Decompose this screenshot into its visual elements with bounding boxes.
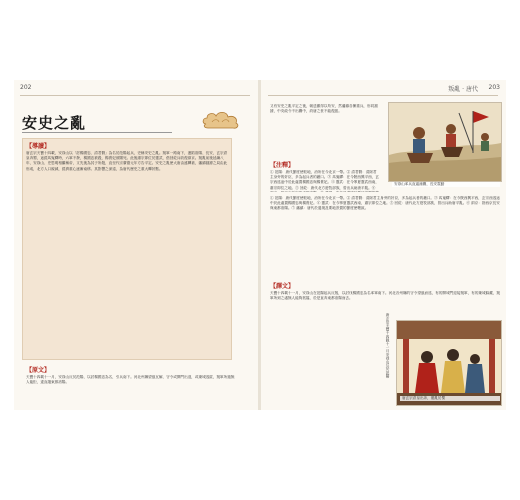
vertical-source-text: 唐玄宗天寶十四載十一月安祿山反於范陽 (386, 313, 390, 378)
right-header-rule (268, 95, 498, 96)
right-running-head: 叛亂 · 唐代 (448, 86, 478, 93)
court-painting-icon (397, 321, 501, 405)
battle-illustration (388, 102, 502, 182)
translation-text: 天寶十四載十一月，安祿山在范陽起兵反叛，以討伐楊國忠為名率軍南下。河北各州縣的守令望風而逃，有的開城門迎接叛軍，有的棄城躲藏，叛軍所到之處無人能夠抵擋，於是直奔東都洛陽而去。 (270, 291, 500, 301)
source-text: 天寶十四載十一月，安祿山反於范陽，以討楊國忠為名，引兵南下。河北州縣望風瓦解，守令或開門出迎，或棄城逃匿，叛軍所過無人能拒，遂直趨東都洛陽。 (26, 375, 235, 385)
left-page-number: 202 (20, 84, 32, 91)
notes-text-top: ① 范陽：唐代節度使駐地，治所在今北京一帶。② 清君側：清除君主身旁的奸臣，多為起兵者的藉口。③ 馬嵬驛：在今陝西興平西，玄宗西逃途中於此處置楊國忠與楊貴妃。④ 靈武：在今寧夏靈武西南，肅宗即位之地。⑤ 回紇：唐代北方遊牧部族，曾出兵助唐平亂。⑥ (270, 170, 379, 190)
bottom-illustration-caption: 唐玄宗倉皇出奔，避亂於蜀 (400, 396, 500, 401)
top-illustration-caption: 安祿山率兵直逼潼關，長安震動 (392, 182, 500, 187)
chapter-title: 安史之亂 (22, 114, 87, 132)
battle-painting-icon (389, 103, 501, 181)
translation-label: 【譯文】 (270, 283, 295, 290)
court-illustration (396, 320, 502, 406)
commentary-text: 唐玄宗天寶十四載，安祿山以「討楊國忠、清君側」為名於范陽起兵，史稱安史之亂。叛軍一路南下，連陷洛陽、長安，玄宗倉皇奔蜀，途經馬嵬驛時，六軍不發，楊國忠被殺，楊貴妃被賜死。此後肅宗即位於靈武，借回紇兵收復兩京。叛亂前後延續八年，安祿山、史思明相繼稱帝，又先後為其子所殺，直至代宗廣德元年方告平定。安史之亂使大唐由盛轉衰，藩鎮割據之局由此形成，北方人口銳減，經濟重心逐漸南移。其影響之深遠，為唐代歷史之重大轉折點。 (26, 151, 228, 171)
left-header-rule (20, 95, 250, 96)
right-body-text: 又有安史之亂平定之後，朝廷雖得以苟安，然藩鎮各擁重兵，形同割據，中央政令不出關中，終唐之世不能復振。 (270, 104, 378, 114)
notes-text: ① 范陽：唐代節度使駐地，治所在今北京一帶。② 清君側：清除君主身旁的奸臣，多為起兵者的藉口。③ 馬嵬驛：在今陝西興平西，玄宗西逃途中於此處置楊國忠與楊貴妃。④ 靈武：在今寧夏靈武西南，肅宗即位之地。⑤ 回紇：唐代北方遊牧部族，曾出兵助唐平亂。⑥ 兩京：指西京長安與東都洛陽。⑦ 藩鎮：唐代於邊境及要地設置的節度使轄區。 (270, 196, 500, 211)
right-page-number: 203 (488, 84, 500, 91)
source-label: 【原文】 (26, 367, 51, 374)
title-underline (22, 132, 172, 133)
cloud-ornament-icon (200, 106, 242, 132)
commentary-label: 【導讀】 (26, 143, 51, 150)
notes-label: 【注釋】 (270, 162, 295, 169)
